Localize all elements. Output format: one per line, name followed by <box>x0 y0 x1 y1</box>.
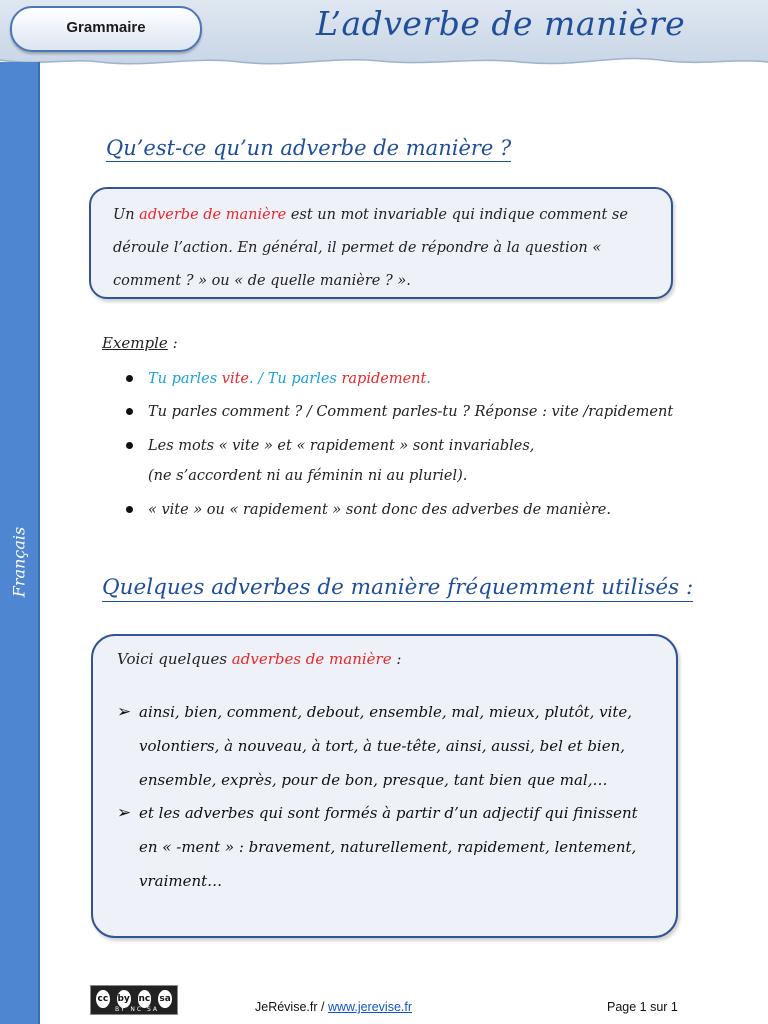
intro-text: Voici quelques <box>117 650 232 668</box>
bullet-icon <box>126 375 133 382</box>
site-name: JeRévise.fr <box>255 1000 318 1014</box>
grammaire-tag <box>10 6 202 52</box>
adverb-list-item <box>117 796 659 898</box>
bullet-icon <box>126 442 133 449</box>
nc-icon: nc <box>136 988 154 1010</box>
page-number: Page 1 sur 1 <box>607 1000 678 1014</box>
example-fragment: . <box>426 371 431 387</box>
list-item <box>120 495 740 527</box>
example-text: « vite » ou « rapidement » sont donc des adverbes de manière. <box>148 502 611 518</box>
list-item <box>120 397 740 431</box>
grammaire-label: Grammaire <box>66 19 146 36</box>
example-fragment: Tu parles <box>148 371 222 387</box>
example-label-suffix: : <box>167 334 178 352</box>
example-label: Exemple <box>102 334 168 352</box>
example-text: Les mots « vite » et « rapidement » sont invariables, <box>148 438 535 454</box>
adverb-list-text: ainsi, bien, comment, debout, ensemble, mal, mieux, plutôt, vite, volontiers, à nouveau, à tort, à tue-tête, ainsi, aussi, bel et bien, ensemble, exprès, pour de bon, presque, tant bien que mal,… <box>139 703 633 789</box>
bullet-icon <box>126 506 133 513</box>
example-text: Tu parles comment ? / Comment parles-tu ? Réponse : vite /rapidement <box>148 404 674 420</box>
list-item <box>120 364 740 397</box>
example-adverb: rapidement <box>341 371 427 387</box>
bullet-icon <box>126 408 133 415</box>
by-icon: by <box>115 988 133 1010</box>
intro-text: : <box>391 650 402 668</box>
license-mini-label: BY NC SA <box>115 1006 159 1013</box>
definition-term: adverbe de manière <box>139 207 287 223</box>
list-item <box>120 431 740 495</box>
example-heading <box>102 334 178 352</box>
definition-text <box>113 199 658 298</box>
subject-label: Français <box>9 526 29 598</box>
example-fragment: . / <box>249 371 268 387</box>
sa-icon: sa <box>156 988 174 1010</box>
definition-part: Un <box>113 207 140 223</box>
definition-box <box>89 187 673 299</box>
example-fragment: Tu parles <box>267 371 342 387</box>
footer-separator: / <box>317 1000 328 1014</box>
section-title-definition: Qu’est-ce qu’un adverbe de manière ? <box>106 136 512 160</box>
license-badge[interactable] <box>90 985 178 1015</box>
site-link[interactable]: www.jerevise.fr <box>327 1000 412 1014</box>
arrow-bullet-icon: ➢ <box>117 803 132 823</box>
intro-term: adverbes de manière <box>231 650 392 668</box>
adverb-list-text: et les adverbes qui sont formés à partir d’un adjectif qui finissent en « -ment » : bravement, naturellement, rapidement, lentement, vraiment… <box>139 804 638 890</box>
definition-part: est un mot invariable qui indique comment se déroule l’action. En général, il permet de répondre à la question « comment ? » ou « de quelle manière ? ». <box>113 207 628 289</box>
cc-icon: cc <box>94 988 112 1010</box>
subject-sidebar <box>0 62 40 1024</box>
adverb-list-item <box>117 695 659 797</box>
arrow-bullet-icon: ➢ <box>117 702 132 722</box>
example-text: (ne s’accordent ni au féminin ni au pluriel). <box>148 468 468 484</box>
adverbs-box <box>91 634 678 938</box>
adverbs-intro <box>117 650 401 668</box>
page-title: L’adverbe de manière <box>316 4 686 43</box>
section-title-adverbs: Quelques adverbes de manière fréquemment utilisés : <box>102 575 694 600</box>
example-adverb: vite <box>221 371 249 387</box>
example-list <box>120 364 740 527</box>
footer-site <box>255 1000 412 1014</box>
